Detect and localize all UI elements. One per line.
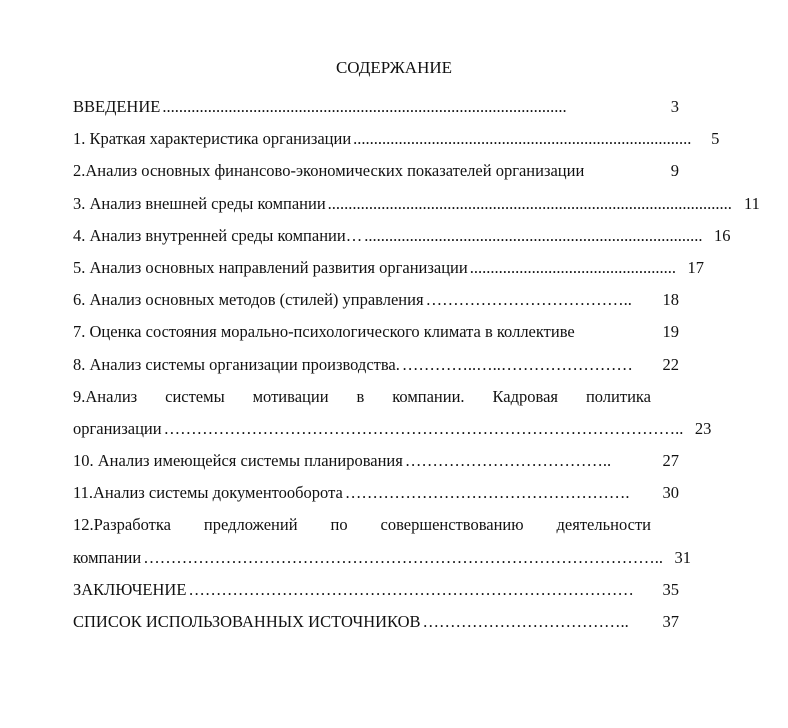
toc-entry-7	[73, 322, 679, 354]
toc-entry-label: организации	[73, 418, 162, 438]
toc-leader-dots: ..................................................	[469, 257, 676, 277]
toc-page-number: 17	[687, 257, 704, 277]
toc-leader-dots: …………………………………………………………………………………..	[163, 418, 684, 438]
toc-entry-label: 6. Анализ основных методов (стилей) управления	[73, 290, 424, 310]
table-of-contents	[73, 97, 760, 644]
toc-entry-label: 4. Анализ внутренней среды компании…	[73, 225, 363, 245]
toc-leader-dots: ..................................................................................	[364, 225, 703, 245]
toc-entry-introduction	[73, 97, 679, 129]
toc-page-number: 35	[662, 579, 679, 599]
toc-page-number: 31	[674, 547, 691, 567]
toc-entry-5	[73, 257, 704, 290]
toc-entry-2	[73, 161, 679, 193]
toc-leader-dots: ………………………………..	[425, 290, 632, 310]
toc-leader-dots: ………………………………..	[422, 612, 629, 631]
toc-page-number: 18	[662, 290, 679, 310]
toc-page-number: 27	[662, 451, 679, 471]
toc-leader-dots: …………..…..……………………	[401, 354, 633, 374]
toc-page-number: 23	[694, 418, 712, 438]
toc-entry-conclusion	[73, 580, 679, 612]
toc-entry-label: 5. Анализ основных направлений развития организации	[73, 257, 468, 277]
toc-entry-label: СПИСОК ИСПОЛЬЗОВАННЫХ ИСТОЧНИКОВ	[73, 612, 421, 631]
toc-leader-dots: ………………………………………………………………………	[188, 579, 634, 599]
toc-entry-label: 10. Анализ имеющейся системы планирования	[73, 451, 403, 471]
toc-page-number: 3	[670, 97, 679, 116]
toc-entry-1	[73, 129, 720, 161]
toc-entry-6	[73, 290, 679, 322]
toc-leader-dots: …………………………………………….	[344, 483, 630, 503]
toc-entry-10	[73, 451, 679, 483]
toc-leader-dots: ..................................................................................................	[327, 193, 732, 213]
toc-entry-12	[73, 547, 691, 580]
toc-title: СОДЕРЖАНИЕ	[335, 58, 453, 77]
toc-entry-3	[73, 193, 760, 226]
toc-entry-label: 2.Анализ основных финансово-экономических показателей организации	[73, 161, 585, 181]
toc-entry-9	[73, 418, 712, 451]
toc-entry-label: 8. Анализ системы организации производства.	[73, 354, 400, 374]
toc-entry-label: 7. Оценка состояния морально-психологического климата в коллективе	[73, 322, 575, 342]
toc-entry-9-line1: 9.Анализ системы мотивации в компании. Кадровая политика	[73, 386, 651, 406]
toc-page-number: 19	[662, 322, 679, 342]
toc-page-number: 11	[744, 193, 760, 213]
toc-entry-8	[73, 355, 679, 387]
toc-entry-label: ВВЕДЕНИЕ	[73, 97, 161, 116]
toc-entry-references	[73, 612, 679, 644]
toc-leader-dots: ..................................................................................	[353, 129, 692, 149]
toc-leader-dots: …………………………………………………………………………………..	[143, 547, 663, 567]
toc-entry-12-line1: 12.Разработка предложений по совершенствованию деятельности	[73, 515, 651, 535]
toc-page-number: 5	[711, 129, 720, 149]
toc-leader-dots: ..................................................................................................	[162, 97, 567, 116]
toc-page-number: 9	[670, 161, 679, 181]
toc-entry-label: 1. Краткая характеристика организации	[73, 129, 352, 149]
toc-page-number: 37	[662, 612, 679, 631]
toc-page-number: 30	[662, 483, 679, 503]
toc-entry-label: ЗАКЛЮЧЕНИЕ	[73, 579, 187, 599]
toc-entry-11	[73, 483, 679, 515]
toc-entry-label: компании	[73, 547, 142, 567]
toc-entry-label: 3. Анализ внешней среды компании	[73, 193, 326, 213]
toc-page-number: 16	[713, 225, 731, 245]
toc-entry-4	[73, 225, 731, 258]
toc-leader-dots: ………………………………..	[404, 451, 612, 471]
toc-entry-label: 11.Анализ системы документооборота	[73, 483, 343, 503]
toc-page-number: 22	[662, 354, 679, 374]
